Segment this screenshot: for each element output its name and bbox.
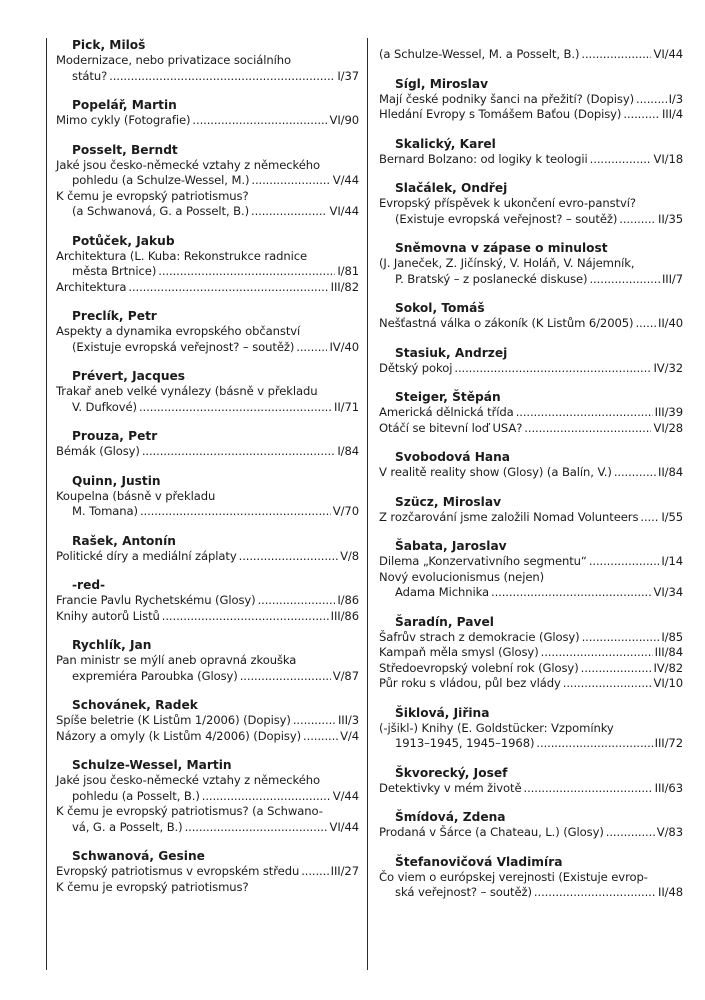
page-reference: III/63 — [654, 780, 683, 795]
entry-title-line: V. Dufkové) — [72, 399, 137, 414]
page-reference: VI/44 — [653, 47, 683, 61]
page-reference: I/55 — [661, 509, 683, 524]
entry-line — [56, 158, 359, 174]
entry-title-line: vá, G. a Posselt, B.) — [72, 819, 183, 834]
entry-line — [56, 173, 359, 189]
author-name: Rychlík, Jan — [72, 638, 152, 652]
entry-title-line: Jaké jsou česko-německé vztahy z německého — [56, 157, 320, 172]
entry-title-line: Nový evolucionismus (nejen) — [379, 569, 545, 584]
leader-dots — [581, 47, 651, 63]
author-name: Schulze-Wessel, Martin — [72, 758, 232, 772]
entry-line — [56, 804, 359, 820]
page-reference: V/44 — [332, 173, 359, 187]
entry-title-line: Otáčí se bitevní loď USA? — [379, 420, 523, 435]
entry-title-line: pohledu (a Posselt, B.) — [72, 788, 200, 803]
page-reference: III/86 — [330, 608, 359, 623]
entry-title-line: Bémák (Glosy) — [56, 444, 140, 458]
entry-title-line: Politické díry a mediální záplaty — [56, 548, 237, 563]
entry-title-line: Čo viem o európskej verejnosti (Existuje evrop- — [379, 869, 648, 884]
index-entry — [56, 549, 359, 565]
entry-title-line: Pan ministr se mýlí aneb opravná zkouška — [56, 653, 297, 667]
entry-title-line: M. Tomana) — [72, 504, 138, 518]
page-reference: V/70 — [332, 504, 359, 518]
author-name: Popelář, Martin — [72, 98, 177, 112]
entry-title-line: Prodaná v Šárce (a Chateau, L.) (Glosy) — [379, 825, 604, 839]
entry-title-line: Adama Michnika — [395, 585, 490, 599]
index-entry — [379, 510, 683, 526]
index-entry — [56, 864, 359, 880]
entry-title-line: Dilema „Konzervativního segmentu“ — [379, 554, 587, 568]
page-reference: VI/44 — [329, 819, 359, 834]
index-entry — [56, 384, 359, 415]
leader-dots — [239, 549, 338, 565]
author-name: Prouza, Petr — [72, 429, 158, 443]
author-name: Schwanová, Gesine — [72, 849, 205, 863]
left-column — [56, 37, 359, 895]
author-name: Potůček, Jakub — [72, 233, 175, 248]
index-entry — [379, 554, 683, 570]
entry-line — [379, 585, 683, 601]
leader-dots — [293, 713, 336, 729]
entry-line — [56, 264, 359, 280]
entry-title-line: Mají české podniky šanci na přežití? (Dopisy) — [379, 91, 635, 106]
page-reference: V/44 — [332, 788, 359, 803]
entry-line — [379, 721, 683, 737]
page-reference: III/4 — [661, 107, 683, 121]
leader-dots — [240, 669, 331, 685]
entry-title-line: (a Schwanová, G. a Posselt, B.) — [72, 204, 249, 218]
entry-title-line: Jaké jsou česko-německé vztahy z německého — [56, 773, 320, 787]
leader-dots — [614, 465, 656, 481]
entry-title-line: V realitě reality show (Glosy) (a Balín, V.) — [379, 465, 612, 479]
page-reference: VI/18 — [653, 151, 683, 166]
column-divider-rule — [367, 38, 368, 970]
leader-dots — [619, 212, 656, 228]
entry-line — [379, 870, 683, 886]
index-entry — [56, 53, 359, 84]
leader-dots — [158, 264, 335, 280]
index-entry — [56, 489, 359, 520]
leader-dots — [251, 204, 327, 220]
entry-title-line: města Brtnice) — [72, 264, 157, 278]
entry-title-line: pohledu (a Schulze-Wessel, M.) — [72, 173, 250, 187]
author-name: Svobodová Hana — [395, 450, 511, 464]
right-column — [379, 37, 683, 901]
leader-dots — [541, 645, 653, 661]
index-entry — [379, 92, 683, 108]
leader-dots — [140, 504, 331, 520]
entry-line — [56, 669, 359, 685]
entry-title-line: Trakař aneb velké vynálezy (básně v překladu — [56, 384, 318, 398]
index-entry — [379, 661, 683, 677]
page-reference: VI/28 — [653, 420, 683, 435]
author-name: Štefanovičová Vladimíra — [395, 854, 563, 869]
index-entry — [379, 152, 683, 168]
entry-line — [56, 504, 359, 520]
index-entry — [379, 570, 683, 601]
index-entry — [379, 405, 683, 421]
index-entry — [56, 609, 359, 625]
author-name: Šiklová, Jiřina — [395, 705, 490, 720]
page-reference: I/3 — [668, 91, 683, 106]
entry-title-line: Z rozčarování jsme založili Nomad Volunteers — [379, 509, 639, 524]
leader-dots — [636, 92, 667, 108]
index-entry — [379, 781, 683, 797]
entry-title-line: (a Schulze-Wessel, M. a Posselt, B.) — [379, 47, 580, 61]
page-reference: VI/34 — [653, 585, 683, 599]
index-entry — [379, 316, 683, 332]
leader-dots — [623, 107, 660, 123]
page-reference: III/3 — [337, 713, 359, 727]
leader-dots — [589, 272, 659, 288]
entry-title-line: Francie Pavlu Rychetskému (Glosy) — [56, 593, 256, 607]
leader-dots — [563, 676, 652, 692]
entry-line — [56, 773, 359, 789]
entry-title-line: Koupelna (básně v překladu — [56, 488, 216, 503]
page-reference: III/72 — [654, 736, 683, 750]
entry-title-line: Názory a omyly (k Listům 4/2006) (Dopisy) — [56, 728, 302, 743]
entry-title-line: Středoevropský volební rok (Glosy) — [379, 660, 579, 675]
index-entry — [56, 189, 359, 220]
entry-line — [56, 204, 359, 220]
author-name: Skalický, Karel — [395, 136, 496, 151]
index-entry — [379, 107, 683, 123]
leader-dots — [139, 400, 332, 416]
entry-title-line: Bernard Bolzano: od logiky k teologii — [379, 151, 588, 166]
author-name: Sokol, Tomáš — [395, 301, 485, 315]
page-reference: I/86 — [337, 593, 359, 607]
page-reference: I/84 — [337, 444, 359, 458]
entry-line — [56, 69, 359, 85]
page-reference: III/27 — [330, 864, 359, 878]
entry-line — [56, 324, 359, 340]
index-entry — [56, 880, 359, 896]
entry-title-line: (-jšikl-) Knihy (E. Goldstücker: Vzpomínky — [379, 720, 614, 735]
entry-title-line: Evropský příspěvek k ukončení evro-panství? — [379, 196, 636, 210]
entry-line — [56, 789, 359, 805]
author-name: Škvorecký, Josef — [395, 765, 508, 780]
author-name: -red- — [72, 578, 106, 592]
leader-dots — [582, 630, 660, 646]
author-name: Pick, Miloš — [72, 38, 146, 52]
author-name: Šabata, Jaroslav — [395, 539, 507, 553]
page-reference: I/81 — [337, 264, 359, 278]
entry-title-line: (J. Janeček, Z. Jičínský, V. Holáň, V. Nájemník, — [379, 256, 635, 270]
page-reference: III/82 — [330, 279, 359, 294]
page-reference: III/39 — [654, 405, 683, 419]
entry-line — [379, 736, 683, 752]
index-entry — [379, 47, 683, 63]
entry-title-line: Americká dělnická třída — [379, 405, 514, 419]
entry-title-line: Půr roku s vládou, půl bez vlády — [379, 676, 561, 690]
page-reference: V/83 — [656, 825, 683, 839]
page-reference: V/4 — [340, 728, 359, 743]
page-reference: I/85 — [661, 629, 683, 644]
leader-dots — [590, 152, 652, 168]
entry-title-line: Šafrův strach z demokracie (Glosy) — [379, 629, 580, 644]
leader-dots — [251, 173, 330, 189]
index-entry — [56, 804, 359, 835]
author-name: Sígl, Miroslav — [395, 76, 489, 91]
page-reference: VI/90 — [329, 113, 359, 127]
index-entry — [56, 713, 359, 729]
entry-line — [379, 256, 683, 272]
entry-title-line: Mimo cykly (Fotografie) — [56, 113, 191, 127]
entry-line — [56, 249, 359, 265]
index-entry — [56, 773, 359, 804]
leader-dots — [581, 661, 652, 677]
leader-dots — [524, 421, 651, 437]
entry-title-line: Architektura — [56, 279, 127, 294]
leader-dots — [301, 864, 328, 880]
leader-dots — [128, 280, 328, 296]
entry-line — [56, 653, 359, 669]
index-entry — [56, 249, 359, 280]
index-entry — [379, 196, 683, 227]
entry-title-line: P. Bratský – z poslanecké diskuse) — [395, 271, 588, 286]
author-name: Šmídová, Zdena — [395, 810, 506, 824]
leader-dots — [296, 340, 327, 356]
leader-dots — [640, 510, 659, 526]
entry-title-line: (Existuje evropská veřejnost? – soutěž) — [72, 339, 295, 354]
entry-title-line: Hledání Evropy s Tomášem Baťou (Dopisy) — [379, 107, 622, 121]
page-reference: III/7 — [661, 271, 683, 286]
index-entry — [379, 256, 683, 287]
author-name: Quinn, Justin — [72, 473, 161, 488]
index-entry — [379, 421, 683, 437]
page-reference: V/87 — [332, 668, 359, 683]
entry-line — [56, 340, 359, 356]
entry-title-line: Nešťastná válka o zákoník (K Listům 6/2005) — [379, 316, 634, 330]
entry-title-line: Aspekty a dynamika evropského občanství — [56, 324, 301, 338]
entry-title-line: Architektura (L. Kuba: Rekonstrukce radnice — [56, 248, 308, 263]
index-entry — [379, 870, 683, 901]
author-name: Preclík, Petr — [72, 309, 157, 323]
entry-title-line: Knihy autorů Listů — [56, 608, 160, 623]
author-name: Stasiuk, Andrzej — [395, 345, 508, 360]
leader-dots — [202, 789, 331, 805]
entry-line — [379, 212, 683, 228]
entry-title-line: Evropský patriotismus v evropském středu — [56, 864, 300, 878]
index-entry — [379, 721, 683, 752]
leader-dots — [303, 729, 338, 745]
entry-line — [56, 400, 359, 416]
entry-line — [56, 189, 359, 205]
entry-line — [56, 384, 359, 400]
author-name: Šaradín, Pavel — [395, 614, 494, 629]
author-name: Posselt, Berndt — [72, 142, 178, 157]
page-reference: I/14 — [661, 554, 683, 568]
index-entry — [379, 465, 683, 481]
page-reference: IV/82 — [653, 660, 683, 675]
page-reference: VI/10 — [653, 676, 683, 690]
index-entry — [56, 113, 359, 129]
entry-line — [379, 196, 683, 212]
leader-dots — [258, 593, 336, 609]
page-reference: I/37 — [337, 68, 359, 83]
author-name: Rašek, Antonín — [72, 533, 176, 548]
leader-dots — [524, 781, 653, 797]
entry-line — [56, 53, 359, 69]
page-reference: IV/40 — [329, 339, 359, 354]
index-entry — [56, 158, 359, 189]
page-reference: II/71 — [334, 399, 359, 414]
leader-dots — [162, 609, 329, 625]
leader-dots — [536, 736, 652, 752]
index-entry — [379, 645, 683, 661]
page-reference: V/8 — [340, 548, 359, 563]
entry-title-line: ská veřejnost? – soutěž) — [395, 885, 532, 899]
index-entry — [379, 361, 683, 377]
page-reference: II/35 — [658, 211, 683, 226]
leader-dots — [185, 820, 328, 836]
index-entry — [56, 444, 359, 460]
index-entry — [56, 653, 359, 684]
entry-title-line: Detektivky v mém životě — [379, 780, 522, 795]
leader-dots — [606, 825, 655, 841]
leader-dots — [635, 316, 656, 332]
entry-title-line: 1913–1945, 1945–1968) — [395, 736, 535, 750]
entry-title-line: K čemu je evropský patriotismus? (a Schwano- — [56, 804, 323, 818]
index-entry — [56, 280, 359, 296]
entry-title-line: Dětský pokoj — [379, 360, 453, 375]
left-margin-rule — [46, 38, 47, 970]
leader-dots — [109, 69, 335, 85]
entry-line — [379, 272, 683, 288]
author-name: Sněmovna v zápase o minulost — [395, 241, 608, 255]
index-entry — [56, 593, 359, 609]
entry-title-line: Kampaň měla smysl (Glosy) — [379, 645, 539, 659]
page-reference: IV/32 — [653, 360, 683, 375]
page-reference: II/84 — [658, 465, 683, 479]
author-name: Slačálek, Ondřej — [395, 181, 508, 195]
entry-title-line: státu? — [72, 68, 108, 83]
leader-dots — [516, 405, 653, 421]
page-reference: III/84 — [654, 645, 683, 659]
leader-dots — [192, 113, 327, 129]
entry-line — [379, 885, 683, 901]
page-reference: II/48 — [658, 885, 683, 899]
author-name: Schovánek, Radek — [72, 698, 198, 712]
page-reference: VI/44 — [329, 204, 359, 218]
entry-title-line: expremiéra Paroubka (Glosy) — [72, 668, 238, 683]
leader-dots — [534, 885, 656, 901]
entry-title-line: Spíše beletrie (K Listům 1/2006) (Dopisy) — [56, 713, 291, 727]
author-name: Steiger, Štěpán — [395, 390, 501, 404]
page-reference: II/40 — [658, 316, 683, 330]
index-entry — [56, 324, 359, 355]
leader-dots — [142, 444, 335, 460]
index-entry — [379, 676, 683, 692]
entry-title-line: Modernizace, nebo privatizace sociálního — [56, 53, 291, 67]
entry-title-line: K čemu je evropský patriotismus? — [56, 879, 249, 894]
index-entry — [56, 729, 359, 745]
entry-line — [379, 570, 683, 586]
entry-line — [56, 489, 359, 505]
author-name: Prévert, Jacques — [72, 369, 186, 383]
leader-dots — [491, 585, 651, 601]
entry-line — [56, 820, 359, 836]
leader-dots — [589, 554, 659, 570]
leader-dots — [454, 361, 651, 377]
author-name: Szücz, Miroslav — [395, 494, 502, 509]
index-entry — [379, 825, 683, 841]
entry-title-line: (Existuje evropská veřejnost? – soutěž) — [395, 211, 618, 226]
entry-title-line: K čemu je evropský patriotismus? — [56, 188, 249, 203]
index-entry — [379, 630, 683, 646]
